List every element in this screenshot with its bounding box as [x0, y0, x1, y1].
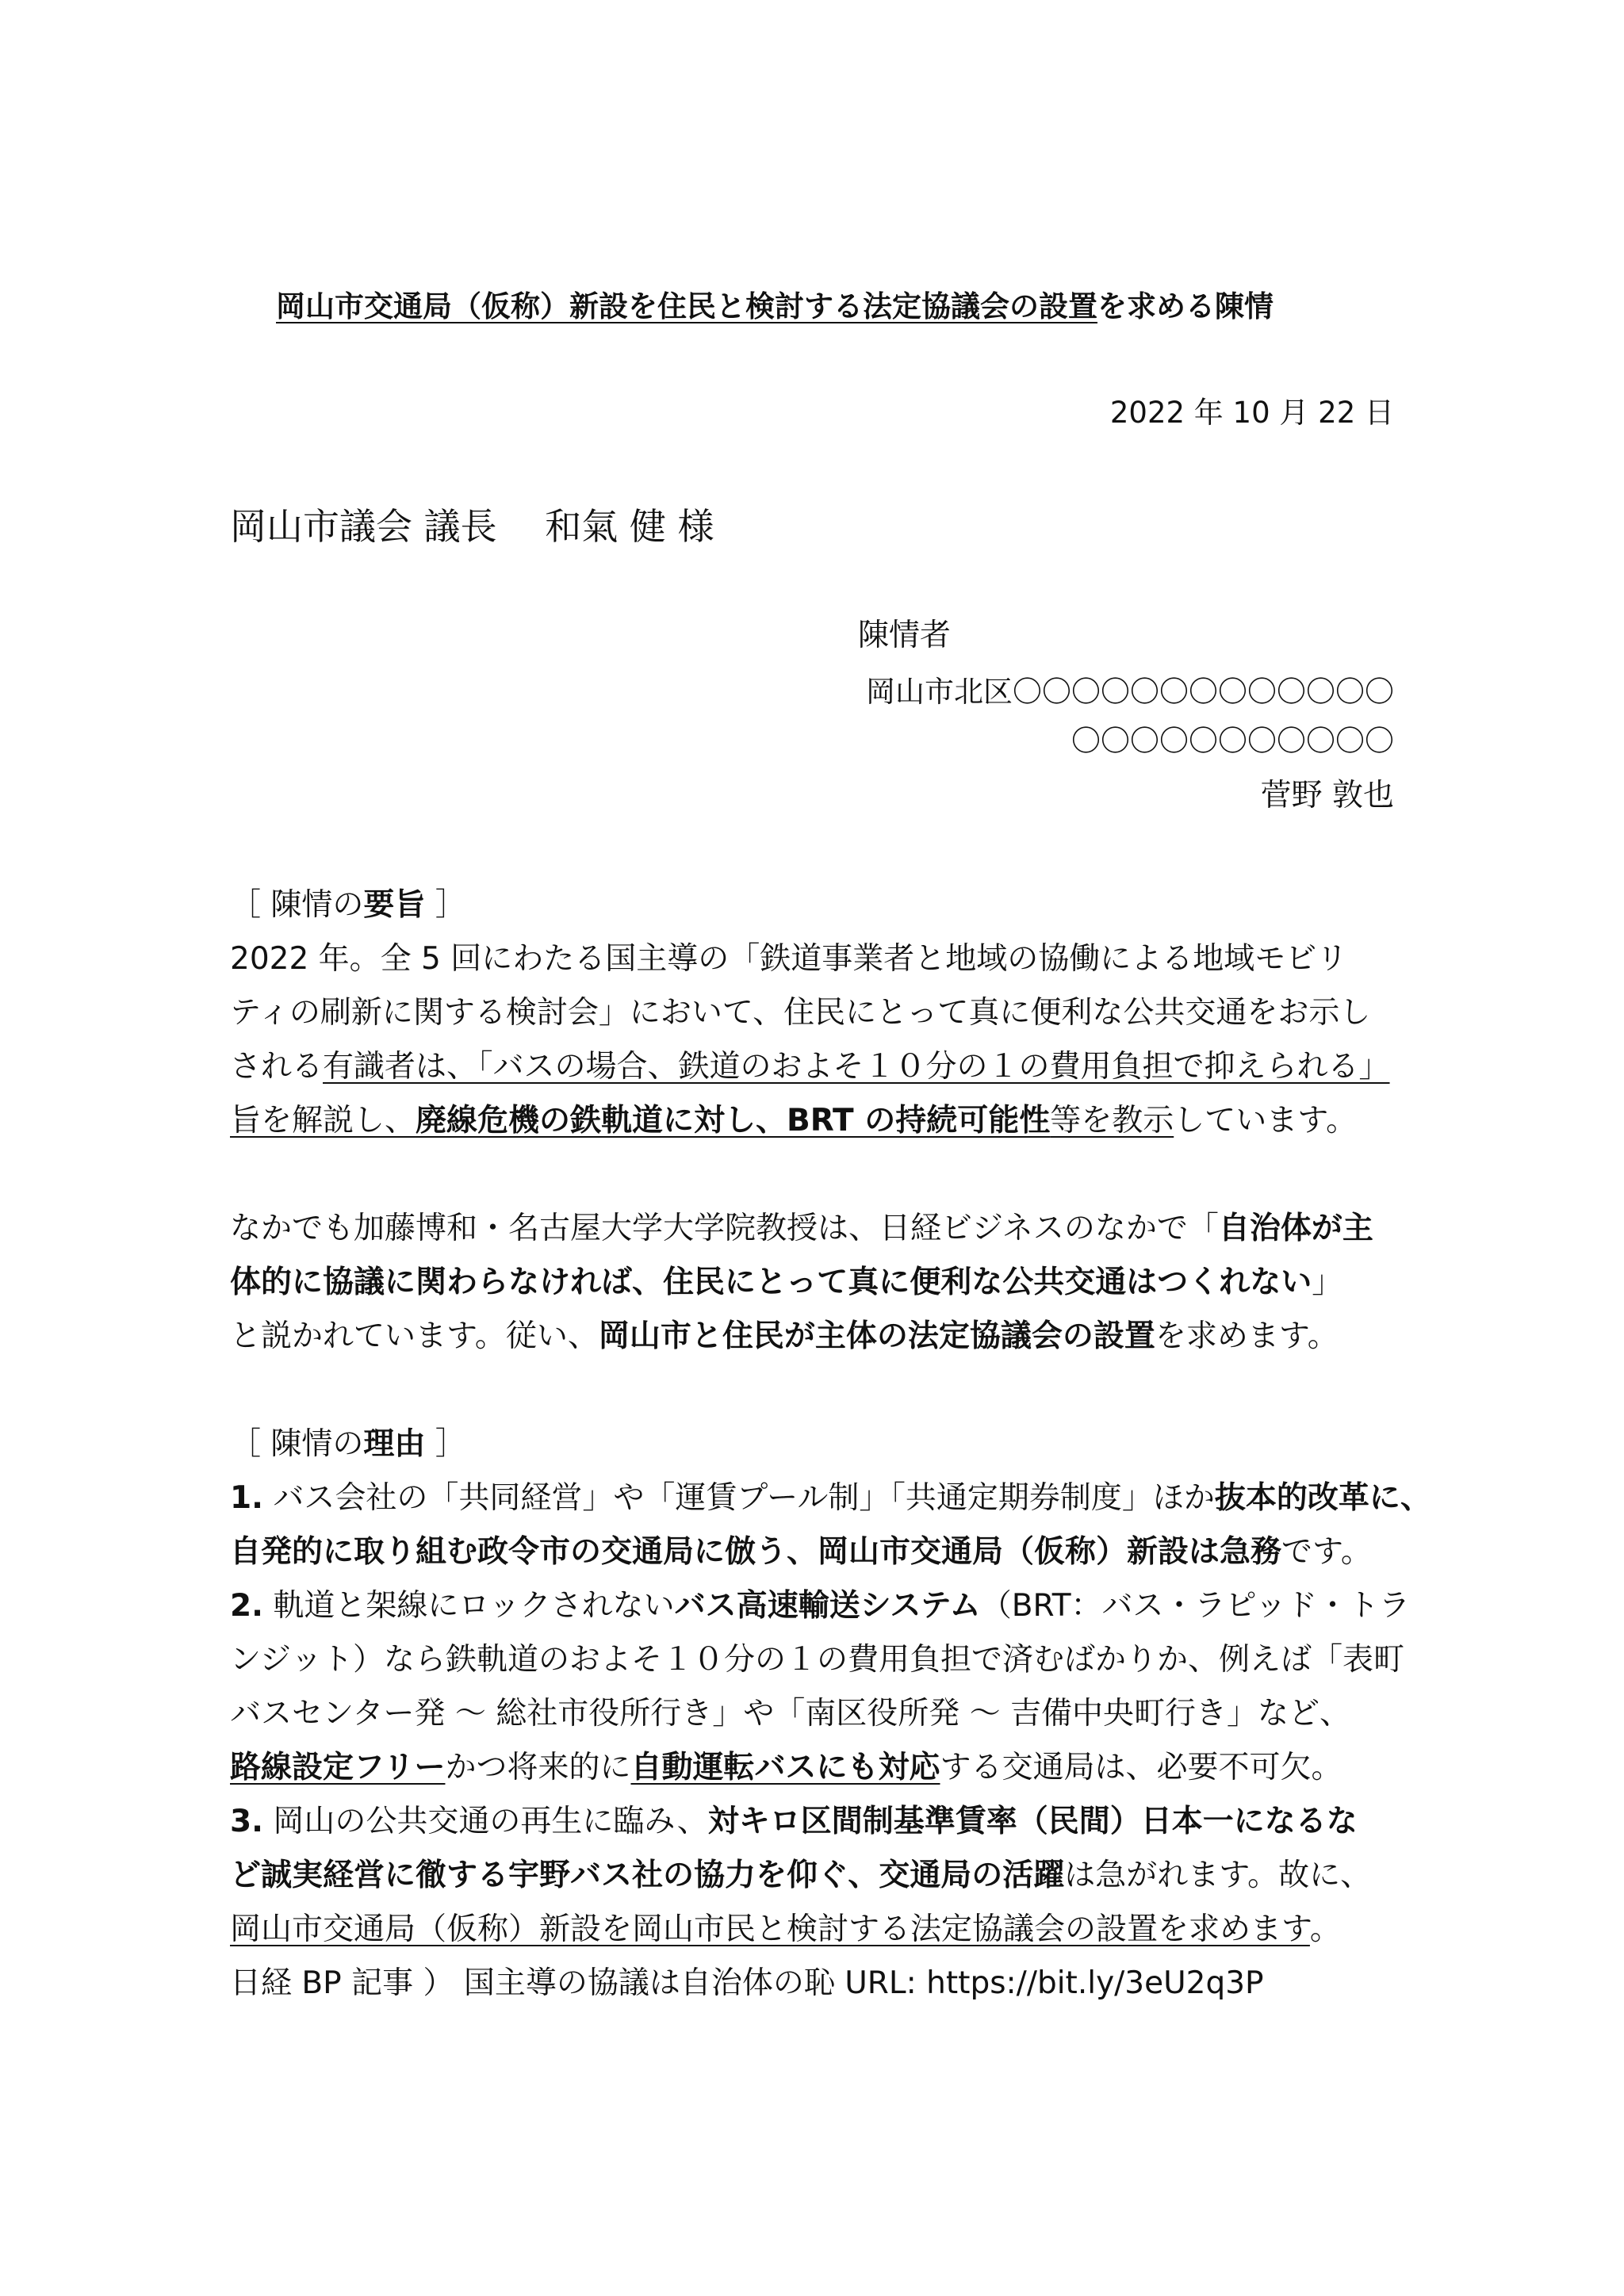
reasons-heading-bold: 理由 [363, 1426, 426, 1462]
summary-heading-pre: ［ 陳情の [230, 887, 364, 923]
reason-3-line-3-text: 岡山市交通局（仮称）新設を岡山市民と検討する法定協議会の設置を求めます [230, 1911, 1310, 1947]
summary-line-3 [230, 1042, 1390, 1086]
quote-line-1-a: なかでも加藤博和・名古屋大学大学院教授は、日経ビジネスのなかで「 [230, 1211, 1219, 1246]
petitioner-name: 菅野 敦也 [1260, 778, 1394, 813]
reason-2-line-4-d: する交通局は、必要不可欠。 [940, 1750, 1342, 1785]
reason-2-b: バス高速輸送システム [674, 1588, 981, 1624]
reason-1-line-2-a: 自発的に取り組む政令市の交通局に倣う、岡山市交通局（仮称）新設は急務 [230, 1534, 1282, 1570]
reason-2-line-4-c: 自動運転バスにも対応 [630, 1750, 940, 1785]
summary-line-4-d: しています。 [1174, 1103, 1358, 1138]
summary-line-3-a: される [230, 1049, 324, 1085]
summary-heading [230, 880, 466, 924]
reason-3-line-2-a: ど誠実経営に徹する宇野バス社の協力を仰ぐ、交通局の活躍 [230, 1858, 1065, 1893]
reason-1-a: バス会社の「共同経営」や「運賃プール制」「共通定期券制度」ほか [262, 1480, 1215, 1516]
title-underlined: 岡山市交通局（仮称）新設を住民と検討する法定協議会の設置 [276, 289, 1097, 323]
reason-3-line-3 [230, 1904, 1341, 1949]
quote-line-3 [230, 1311, 1339, 1356]
reference-url-line: 日経 BP 記事 ） 国主導の協議は自治体の恥 URL: https://bit.ly/3eU2q3P [230, 1965, 1264, 2001]
quote-line-2-a: 体的に協議に関わらなければ、住民にとって真に便利な公共交通はつくれない [230, 1265, 1312, 1300]
reason-2-line-4 [230, 1743, 1342, 1787]
petitioner-address-line-1: 岡山市北区〇〇〇〇〇〇〇〇〇〇〇〇〇 [866, 675, 1394, 709]
reason-2-line-4-b: かつ将来的に [445, 1750, 631, 1785]
reason-2-a: 軌道と架線にロックされない [262, 1588, 675, 1624]
quote-line-3-c: を求めます。 [1155, 1318, 1339, 1354]
reason-1-line-1 [230, 1473, 1431, 1517]
summary-heading-bold: 要旨 [363, 887, 426, 923]
reason-1-line-2-b: です。 [1281, 1534, 1372, 1570]
reason-2-line-4-a: 路線設定フリー [230, 1750, 446, 1785]
reasons-heading-post: ］ [425, 1426, 466, 1462]
reason-2-c: （BRT：バス・ラピッド・トラ [980, 1588, 1410, 1624]
reason-1-line-2 [230, 1527, 1372, 1571]
summary-line-4-b: 廃線危機の鉄軌道に対し、BRT の持続可能性 [416, 1103, 1051, 1138]
reason-2-line-2: ンジット）なら鉄軌道のおよそ１０分の１の費用負担で済むばかりか、例えば「表町 [230, 1642, 1405, 1678]
quote-line-2 [230, 1257, 1342, 1302]
quote-line-3-b: 岡山市と住民が主体の法定協議会の設置 [598, 1318, 1155, 1354]
reason-3-a: 岡山の公共交通の再生に臨み、 [262, 1804, 708, 1839]
reason-2-number: 2. [230, 1588, 263, 1624]
reason-3-line-1 [230, 1797, 1358, 1841]
reason-2-line-3: バスセンター発 ～ 総社市役所行き」や「南区役所発 ～ 吉備中央町行き」など、 [230, 1696, 1351, 1732]
reasons-heading [230, 1419, 466, 1464]
reason-1-number: 1. [230, 1480, 263, 1516]
reason-3-line-2-b: は急がれます。故に、 [1064, 1858, 1372, 1893]
summary-heading-post: ］ [425, 887, 466, 923]
reason-2-line-1 [230, 1581, 1410, 1625]
addressee: 岡山市議会 議長 和氣 健 様 [230, 505, 714, 548]
quote-line-1 [230, 1203, 1373, 1248]
summary-line-4-c: 等を教示 [1050, 1103, 1174, 1138]
reason-3-b: 対キロ区間制基準賃率（民間）日本一になるな [707, 1804, 1358, 1839]
reason-3-line-2 [230, 1850, 1371, 1895]
reasons-heading-pre: ［ 陳情の [230, 1426, 364, 1462]
document-date: 2022 年 10 月 22 日 [1109, 396, 1394, 430]
quote-line-2-b: 」 [1312, 1265, 1343, 1300]
quote-line-3-a: と説かれています。従い、 [230, 1318, 599, 1354]
quote-line-1-b: 自治体が主 [1218, 1211, 1373, 1246]
summary-line-4-a: 旨を解説し、 [230, 1103, 416, 1138]
summary-line-2: ティの刷新に関する検討会」において、住民にとって真に便利な公共交通をお示し [230, 995, 1371, 1031]
reason-3-number: 3. [230, 1804, 263, 1839]
reason-1-b: 抜本的改革に、 [1214, 1480, 1431, 1516]
document-title [276, 282, 1274, 325]
petitioner-address-line-2: 〇〇〇〇〇〇〇〇〇〇〇 [1071, 724, 1394, 758]
summary-line-1: 2022 年。全 5 回にわたる国主導の「鉄道事業者と地域の協働による地域モビリ [230, 941, 1348, 977]
reason-3-line-3-end: 。 [1309, 1911, 1341, 1947]
summary-line-4 [230, 1096, 1357, 1140]
petitioner-label: 陳情者 [858, 618, 952, 653]
summary-line-3-b: 有識者は、「バスの場合、鉄道のおよそ１０分の１の費用負担で抑えられる」 [323, 1049, 1390, 1085]
title-rest: を求める陳情 [1097, 289, 1274, 323]
